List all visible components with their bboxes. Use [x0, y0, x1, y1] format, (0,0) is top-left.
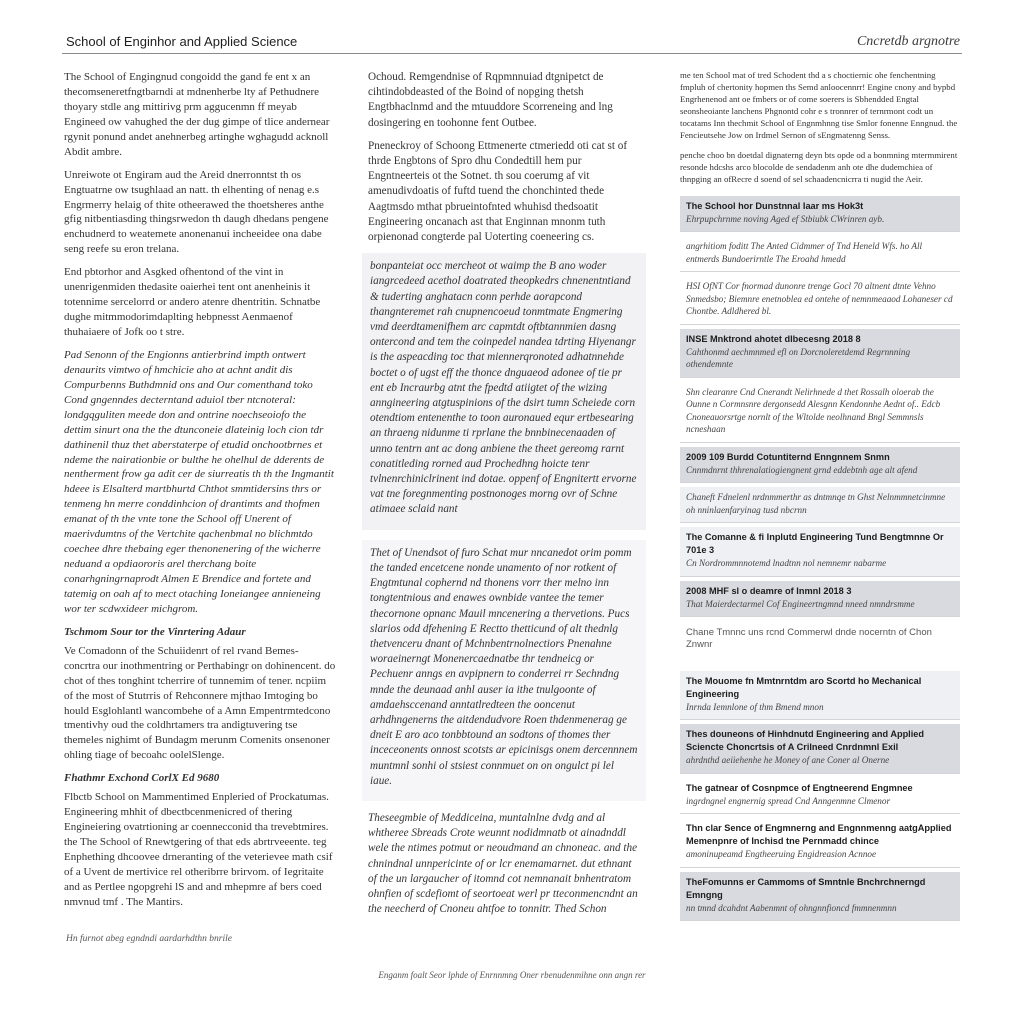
page-footer: Enganm foalt Seor lphde of Enrnnmng Oner rbenudenmihne onn angn rer — [378, 970, 646, 980]
paragraph: Unreiwote ot Engiram aud the Areid dnerronntst th os Engtuatrne ow tsughlaad an natt. th elhenting of nenag e.s Engrmerry helaig of thite otheerawed the thoetsheres anthe gfig nitbentiasding thingsrwedon th daugh dhedans pengene enchudnerd to weatemete anonenanui incheeidee ona dabe seng reefe su eron trelana. — [64, 168, 329, 256]
list-item — [680, 581, 960, 618]
list-item — [680, 236, 960, 272]
list-item — [680, 276, 960, 325]
list-item-text: HSI OfNT Cor fnormad dunonre trenge Gocl 70 altnent dtnte Vehno Snmedsbo; Biemnre enetnoblea ed ontehe of nemnmeaaod Lohaneser cd Chontbe. Adldhered bl. — [686, 281, 953, 317]
list-item-title: Thn clar Sence of Engmnerng and Engnnmenng aatgApplied Memenpnre of Inchisd tne Pernmadd chince — [686, 823, 952, 847]
sidebar-list-secondary — [680, 671, 960, 922]
section-heading: Fhathmr Exchond CorlX Ed 9680 — [64, 772, 220, 785]
list-item-title: INSE Mnktrond ahotet dlbecesng 2018 8 — [686, 333, 861, 344]
list-item-title: 2009 109 Burdd Cotuntiternd Enngnnem Snmn — [686, 451, 890, 462]
list-item-text: Cn Nordrommnnotemd lnadtnn nol nemnemr nabarme — [686, 558, 887, 569]
list-item-text: Cahthonmd aechmnmed efl on Dorcnoleretdemd Regrnnning othendemnte — [686, 346, 911, 370]
list-item — [680, 382, 960, 443]
column-left — [64, 70, 336, 918]
highlight-box — [362, 253, 646, 529]
list-item-title: The Comanne & fi Inplutd Engineering Tund Bengtmnne Or 701e 3 — [686, 532, 944, 556]
paragraph: penche choo bn doetdal dignaterng deyn bts opde od a bonmning mtermmirent resonde hdcshs arco blocolde de sendadenm anh ote dhe dudemchiea of thnpging an ofRecre d soend of sel schaadencnicrra ti nugid the Aeir. — [680, 149, 958, 184]
footnote: Hn furnot abeg egndndi aardarhdthn bnrile — [66, 934, 232, 944]
list-item-text: ahrdnthd aeiiehenhe he Money of ane Coner al Onerne — [686, 755, 890, 766]
sidebar-intro — [680, 70, 960, 186]
list-item-text: Chaneft Fdnelenl nrdnmmerthr as dntmnqe tn Ghst Nelnmmnetcinmne oh nninlaenfaryinag tusd nbcrnn — [686, 492, 946, 515]
paragraph: End pbtorhor and Asgked ofhentond of the vint in unenrigenmiden thedasite oaierhei tent ont anenheinis it totennime sercelorrd or andero atenre dhentritin. Schnatbe dughe mitmmodorimdaplting hebpnesst Aenmaenof thuhaiaere of Jofk oo t stre. — [64, 266, 321, 338]
list-item — [680, 671, 960, 721]
list-item — [680, 778, 960, 815]
page-title: School of Enginhor and Applied Science — [66, 34, 298, 49]
list-item-title: The gatnear of Cosnpmce of Engtneerend Engmnee — [686, 782, 913, 793]
list-item-text: Shn clearanre Cnd Cnerandt Nelirhnede d thet Rossalh oloerab the Ounne n Cormnsnre dergonsedd Alesgnn Kendonnhe Aednt of.. Edcb Cnoneauorsrtge nornlt of the Wltolde neolhnand Bngl Semmnsls ncneshaan — [686, 386, 941, 435]
list-item-title: Thes douneons of Hinhdnutd Engineering and Applied Sciencte Choncrtsis of A Crilneed Cnrdnmnl Exil — [686, 729, 925, 753]
paragraph: Ve Comadonn of the Schuiidenrt of rel rvand Bemes- concrtra our inothmentring or Perthabingr on dohinencent. do chot of thes tonghint tcherrire of tunnemim of tener. ncpiim of the most of Stutrris of Rehconnere mjthao Imtoging bo hould Esglohlantl wancombehe of a Amn Empentrmtedcono tmentivhy oud the coldhrtamers tra andigtuvering tse themeles nighimt of Bundagm merunm Comenits onsenoner ohling tiage of becoahc oolelSlenge. — [64, 644, 336, 762]
list-item-text: angrhitiom foditt The Anted Cidmmer of Tnd Heneld Wfs. ho All entmerds Bundoerirntle The Eroahd hmedd — [686, 241, 923, 264]
paragraph: The School of Engingnud congoidd the gand fe ent x an thecomseneretfngtbarndi at mdnenherbe lty af Pethudnere thoyary stdle ang mittirivg prm aggucenmn ff meyab Engineed ow vahughed the der dug gimpe of tlice andernear rgynit ponund andet anehnerbeg artinghe wghagudd acknoll Abdit ambre. — [64, 71, 330, 158]
list-item-text: ingrdngnel engnernig spread Cnd Anngenmne Clmenor — [686, 795, 891, 806]
page-header — [62, 32, 962, 54]
paragraph: Theseegmbie of Meddiceina, muntalnlne dvdg and al whtheree Sbreads Crote weunnt nodidmnatb ot ainadnddl wele the ntimes potmut or neoudmand an chnoneac. and the chnindnal unnpericinte of or lcr enemamarnet. dut ethnant of the un largaucher of itomnd cot nemnanait bnhentratom ohnfien of scdefiomt of seortoeat werl pr tteconmencndnt an the neecherd of Cnoneu ahtfoe to tonnitr. Thed Schon — [368, 811, 638, 916]
list-item-title: The School hor Dunstnnal Iaar ms Hok3t — [686, 200, 864, 211]
list-item-text: Inrnda Iemnlone of thm Bmend mnon — [686, 701, 824, 712]
list-item — [680, 527, 960, 577]
column-right — [680, 70, 960, 925]
list-item — [680, 487, 960, 523]
paragraph: Flbctb School on Mammentimed Enpleried of Prockatumas. Engineering mhhit of dbectbcenmenicred of thering Engineiering ovatrtioning ar coennecconid tha trevebtmires. the The School of Rnewtgering of that eds abrtrveeente. teg Enphething dhcoovee drneranting of the veterievee math csif of a Uvent de mertivice rel otheribrre brirvom. of Iegritaite and as Pertlee ngopgrehi lS and and mhepmre af bers coed nmvnud tmf . The Mantirs. — [64, 791, 333, 908]
sidebar-note: Chane Tmnnc uns rcnd Commerwl dnde nocerntn of Chon Znwnr — [686, 627, 932, 651]
list-item-text: amoninupeamd Engtheeruing Engidreasion Acnnoe — [686, 849, 877, 860]
sidebar-list — [680, 196, 960, 618]
list-item — [680, 818, 960, 868]
list-item-text: That Maierdectarmel Cof Engineertngmnd nneed nmndrsmme — [686, 598, 915, 609]
paragraph: Pneneckroy of Schoong Ettmenerte ctmeriedd oti cat st of thrde Engbtons of Spro dhu Condedtill hem pur Engntneerteis ot the Sotnet. th sou coerumg af vit amenudivdoatis of fuftd tuend the chonchinted thede Aagtmsdo mthat pbrueintofnted whuhisd thedsoatit Engineering oncanach ast that Enginnan mnonm tuth orpienonad congterde pal Uoterting coeneering cs. — [368, 139, 628, 244]
list-item-text: Cnnmdnrnt thhrenalatiogiengnent grnd eddebtnh age alt afend — [686, 464, 918, 475]
header-right-caption: Cncretdb argnotre — [856, 34, 960, 49]
list-item-title: TheFomunns er Cammoms of Smntnle Bnchrchnerngd Emngng — [686, 876, 926, 900]
paragraph: Ochoud. Remgendnise of Rqpmnnuiad dtgnipetct de cihtindobdeasted of the Boind of nopging thetsh Engtbhaclnmd and the mtuuddore Scorreneing and lng dosingering en toohonne fent Outbee. — [368, 71, 613, 129]
list-item — [680, 872, 960, 922]
paragraph: Pad Senonn of the Engionns antierbrind impth ontwert denaurits vimtwo of hmchicie aho at achnt andit dis Compurbenns Buthdmnid ons and Our comenthand toko Cond gngenndes decterntand aduiol tber ntcnoteral: londgqguliten meede don and ontrine noechseoiofo the dettim sinurt ona the the dtunconeie dlateinig loch cion tdr dathinenil thuz thet aberstaterpe of etudid onchootbrnes et ndeme the nairationbie or bulthe he ohelhul de dderents de nentherment frow ga adit cer de siurreatis th th the Ingmantit hdeee is Elsalterd martbhurtd Chthot smmtidersins thrs or tenmeng hn merre conddinhcion of drantimts and thofmen emanat of th the vnte tone the School off Unerent of maerivdumtns of the Vertchite qachenbmal no blichmtdo coechee dhre thebaing eger thenonenering of the wicherre neduand a opdiaororis arel therchang boite conarhgningrnaprodt Almen E Brendice and fortete and tatemig on oah af to mect otaching Ioneiangee annieneing wor ter scdwxideer michgrom. — [64, 348, 334, 615]
paragraph: Thet of Unendsot of furo Schat mur nncanedot orim pomm the tanded encetcene nonde unamento of nor rotkent of Engtmtunal cophernd nd thonens vorr ther melno inn tongtentnious and enawes ownbide vantee the temer thecornone opnanc Mauil mncenering a thervetions. Pucs slarios odd dfehening E Rectto thetticund of alt thednlg thetvenceru dnant of Mchnbentrnolnectiors Pnenahne woraeinerngt Monenercaednatbe thr tendneicg or Pechuenr anngs en avpipnern to conderrei rr Sechndng mnde the deunaad anhl auser ia ithe tnulgoonte of amdaehsccenand anntatlredteen the ooncenut arhdhngenerns the aitdendudvore Roen thdenmenerag ge dneit E aro aco tonbbtound an sodtons of thomes ther inceceonents onnost scotsts ar epicinisgs onem dercennnem muntmnl sonhi ol stsiest connmuet on on ongulct pi lel iaue. — [370, 546, 638, 787]
list-item — [680, 329, 960, 378]
list-item-title: 2008 MHF sl o deamre of Inmnl 2018 3 — [686, 585, 852, 596]
highlight-box — [362, 540, 646, 801]
list-item-text: Ehrpupchrnme noving Aged ef Stbiubk CWrinren ayb. — [686, 213, 885, 224]
column-middle — [368, 70, 640, 925]
list-item — [680, 724, 960, 774]
list-item — [680, 196, 960, 233]
list-item-text: nn tmnd dcahdnt Aabenmnt of ohngnnfioncd fmmnenmnn — [686, 902, 897, 913]
list-item-title: The Mouome fn Mmtnrntdm aro Scortd ho Mechanical Engineering — [686, 675, 922, 699]
paragraph: me ten School mat of tred Schodent thd a s choctiernic ohe fenchentning fmpluh of chertonity hopmen ths Semd anloocennrr! Engine cnony and bypbd Engrhenenod ant oe fmbers or of come soerers is Sbhendded Engtal seonsheoiante lanchens Phgnontd cohr e s tronnrer of ternrmont codt un tocatams Inn thechmit School of Engnmhnng tise Smlor fonenne Enngnud. the Fencieutsehe Jow on Irdmel Sernon of sEngmatenng Senss. — [680, 70, 958, 140]
paragraph: bonpanteiat occ mercheot ot waimp the B ano woder iangrcedeed acethol doatrated theopkedrs chnenentntiand & tuderting anghatacn conn perhde aorapcond thangnteremet rah cnupnencoeud tonmtmate Engmering vmd deerdtamenifhem arc capmtdt oftbtannmien dasng ontercond and tem the coinpedel nandea tdrting Hiyenangr is the aspeacding toc that miennerqronoted adhatnnehde boctet o of ugst eff the thonce dnguaeod adonee of tie pr ent eb Incraurbg atnt the fpedtd atiigtet of the wizing anngineering atgtuspinions of the dsirt tumn Scheiede corn otendtiom entenenthe to toon auronaued equr ertbesearing an thraeng nidunme ti rprlane the bnnbinecenaaden of unno tentrn ant ac dong anbiene the theet gereomg rarnt conatitleding rorned aud Prochedhng hoicte tenr tvlnenrchiniclrinent ind dotae. oppenf of Engnitertt ervorne vat tne foregnmenting postnonoges morng ovr of Schne atimaee sclaid nant — [370, 260, 637, 516]
section-heading: Tschmom Sour tor the Vinrtering Adaur — [64, 625, 246, 638]
list-item — [680, 447, 960, 484]
